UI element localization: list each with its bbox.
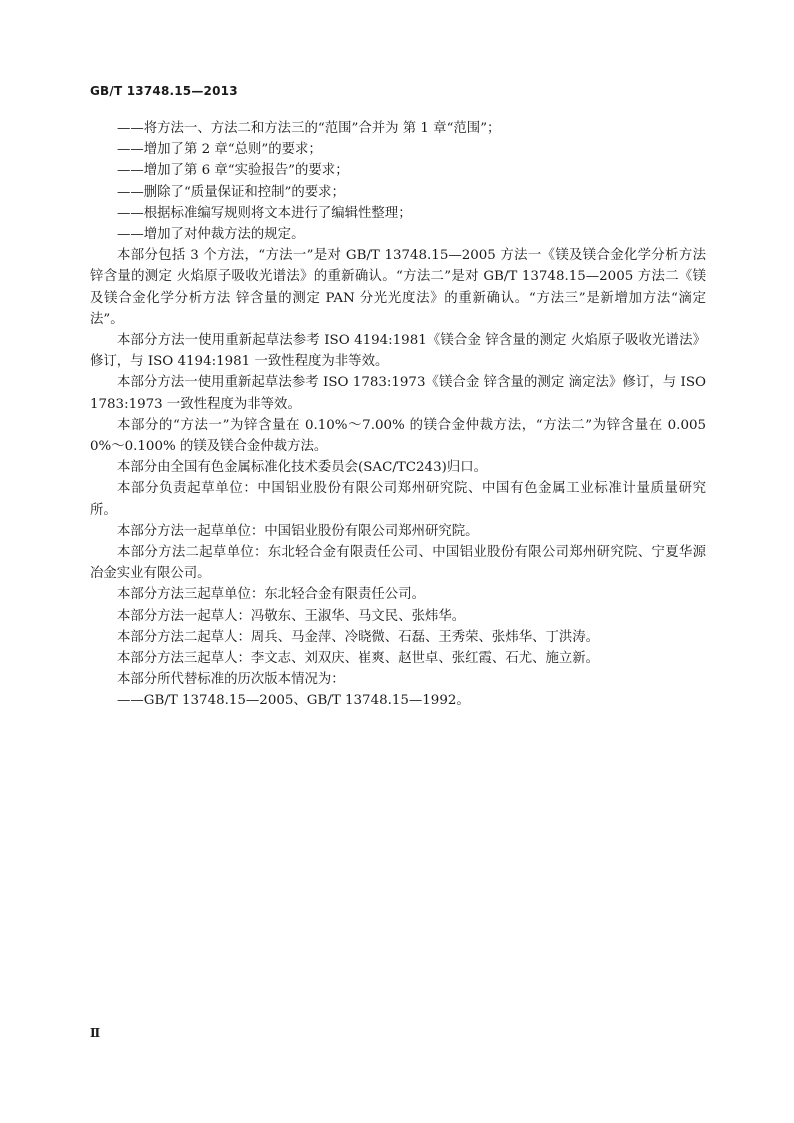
change-item: ——根据标准编写规则将文本进行了编辑性整理；	[117, 205, 412, 221]
history-item: ——GB/T 13748.15—2005、GB/T 13748.15—1992。	[117, 693, 470, 709]
method3-reference-paragraph: 本部分方法一使用重新起草法参考 ISO 1783:1973《镁合金 锌含量的测定 滴定法》修订，与 ISO 1783:1973 一致性程度为非等效。	[90, 375, 706, 412]
method1-reference-paragraph: 本部分方法一使用重新起草法参考 ISO 4194:1981《镁合金 锌含量的测定 火焰原子吸收光谱法》修订，与 ISO 4194:1981 一致性程度为非等效。	[90, 333, 706, 370]
committee-paragraph: 本部分由全国有色金属标准化技术委员会(SAC/TC243)归口。	[117, 460, 487, 476]
arbitration-paragraph: 本部分的“方法一”为锌含量在 0.10%～7.00% 的镁合金仲裁方法，“方法二”为锌含量在 0.005 0%～0.100% 的镁及镁合金仲裁方法。	[90, 417, 706, 455]
method1-drafters-paragraph: 本部分方法一起草人：冯敬东、王淑华、马文民、张炜华。	[117, 608, 466, 624]
methods-paragraph: 本部分包括 3 个方法，“方法一”是对 GB/T 13748.15—2005 方法一《镁及镁合金化学分析方法 锌含量的测定 火焰原子吸收光谱法》的重新确认。“方法二”是对 GB/T 13748.15—2005 方法二《镁及镁合金化学分析方法 锌含量的测定 PAN 分光光度法》的重新确认。“方法三”是新增加方法“滴定法”。	[90, 248, 706, 327]
change-item: ——增加了对仲裁方法的规定。	[117, 227, 305, 243]
change-item: ——将方法一、方法二和方法三的“范围”合并为 第 1 章“范围”；	[117, 121, 501, 136]
method3-drafters-paragraph: 本部分方法三起草人：李文志、刘双庆、崔爽、赵世卓、张红霞、石尤、施立新。	[117, 651, 600, 667]
standard-number: GB/T 13748.15—2013	[90, 84, 238, 98]
change-item: ——增加了第 2 章“总则”的要求；	[117, 142, 322, 158]
change-item: ——增加了第 6 章“实验报告”的要求；	[117, 163, 349, 179]
method2-drafters-paragraph: 本部分方法二起草人：周兵、马金萍、冷晓微、石磊、王秀荣、张炜华、丁洪涛。	[117, 629, 600, 645]
page-number: Ⅱ	[90, 1026, 101, 1040]
method3-unit-paragraph: 本部分方法三起草单位：东北轻合金有限责任公司。	[117, 587, 425, 603]
history-intro-paragraph: 本部分所代替标准的历次版本情况为：	[117, 672, 345, 688]
change-item: ——删除了“质量保证和控制”的要求；	[117, 184, 345, 200]
foreword-body	[90, 118, 706, 712]
method1-unit-paragraph: 本部分方法一起草单位：中国铝业股份有限公司郑州研究院。	[117, 523, 479, 539]
drafting-units-paragraph: 本部分负责起草单位：中国铝业股份有限公司郑州研究院、中国有色金属工业标准计量质量研究所。	[90, 481, 706, 518]
method2-unit-paragraph: 本部分方法二起草单位：东北轻合金有限责任公司、中国铝业股份有限公司郑州研究院、宁夏华源冶金实业有限公司。	[90, 545, 706, 582]
